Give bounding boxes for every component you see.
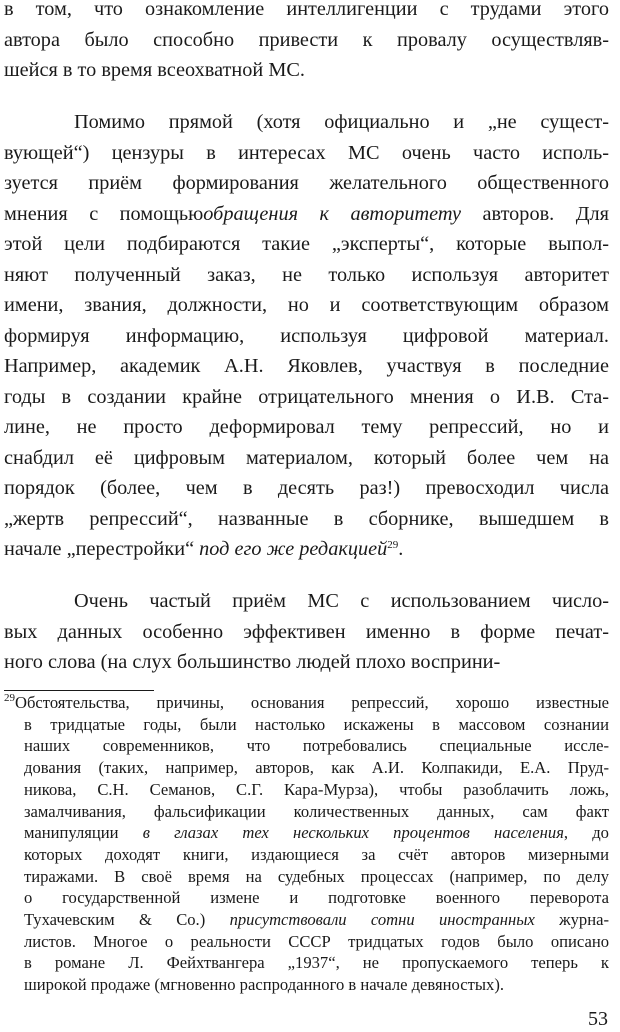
text-line: порядок (более, чем в десять раз!) превосходил числа — [4, 477, 609, 499]
text-line: вых данных особенно эффективен именно в форме печат- — [4, 620, 609, 643]
footnote-line: в романе Л. Фейхтвангера „1937“, не пропускаемого теперь к — [24, 953, 609, 973]
footnote-line: замалчивания, фальсификации количественных данных, сам факт — [24, 801, 609, 821]
text-line: Например, академик А.Н. Яковлев, участвуя в последние — [4, 355, 609, 377]
text-line: шейся в то время всеохватной МС. — [4, 59, 305, 81]
page-number: 53 — [588, 1008, 608, 1030]
text-line: годы в создании крайне отрицательного мнения о И.В. Ста- — [4, 385, 609, 408]
text-line: формируя информацию, используя цифровой материал. — [4, 324, 609, 347]
footnote-line: широкой продаже (мгновенно распроданного в начале девяностых). — [24, 975, 505, 995]
text-line: няют полученный заказ, не только используя авторитет — [4, 263, 609, 286]
footnote-line: $^{29}$Обстоятельства, причины, основания репрессий, хорошо известные — [4, 692, 609, 712]
paragraph-1 — [4, 0, 609, 86]
footnote-line: Тухачевским & Со.) присутствовали сотни иностранных журна- — [24, 910, 609, 930]
footnote-separator — [4, 690, 154, 691]
text-line: мнения с помощьюобращения к авторитету авторов. Для — [4, 202, 609, 225]
text-line: лине, не просто деформировал тему репрессий, но и — [4, 416, 609, 438]
footnote-line: о государственной измене и подготовке военного переворота — [24, 888, 609, 908]
footnote-line: никова, С.Н. Семанов, С.Г. Кара-Мурза), чтобы разоблачить ложь, — [24, 779, 609, 799]
text-line: начале „перестройки“ под его же редакцией$^{29}$. — [4, 538, 404, 560]
text-line: этой цели подбираются такие „эксперты“, которые выпол- — [4, 233, 609, 255]
text-line: в том, что ознакомление интеллигенции с трудами этого — [4, 0, 609, 20]
text-line: имени, звания, должности, но и соответствующим образом — [4, 294, 609, 316]
footnote-line: в тридцатые годы, были настолько искажены в массовом сознании — [24, 714, 609, 734]
text-line: Очень частый приём МС с использованием числo- — [74, 590, 609, 612]
footnote-line: которых доходят книги, издающиеся за счёт авторов мизерными — [24, 844, 609, 864]
footnote-29 — [4, 692, 609, 996]
text-line: „жертв репрессий“, названные в сборнике, вышедшем в — [4, 507, 609, 530]
text-line: зуется приём формирования желательного общественного — [4, 172, 609, 194]
text-line: снабдил её цифровым материалом, который более чем на — [4, 446, 609, 469]
footnote-line: дования (таких, например, авторов, как А.И. Колпакиди, Е.А. Пруд- — [24, 758, 609, 778]
text-line: ного слова (на слух большинство людей плохо восприни- — [4, 651, 501, 673]
text-line: вующей“) цензуры в интересах МС очень часто исполь- — [4, 141, 609, 164]
footnote-line: листов. Многое о реальности СССР тридцатых годов было описано — [24, 931, 609, 951]
paragraph-2 — [4, 107, 609, 565]
paragraph-3 — [4, 586, 609, 678]
footnote-line: тиражами. В своё время на судебных процессах (например, по делу — [24, 866, 609, 886]
text-line: автора было способно привести к провалу осуществляв- — [4, 28, 609, 51]
text-line: Помимо прямой (хотя официально и „не сущест- — [74, 111, 609, 133]
footnote-line: наших современников, что потребовались специальные иссле- — [24, 736, 609, 756]
footnote-line: манипуляции в глазах тех нескольких процентов населения, до — [24, 823, 609, 843]
footnote-marker: 29 — [4, 692, 15, 704]
